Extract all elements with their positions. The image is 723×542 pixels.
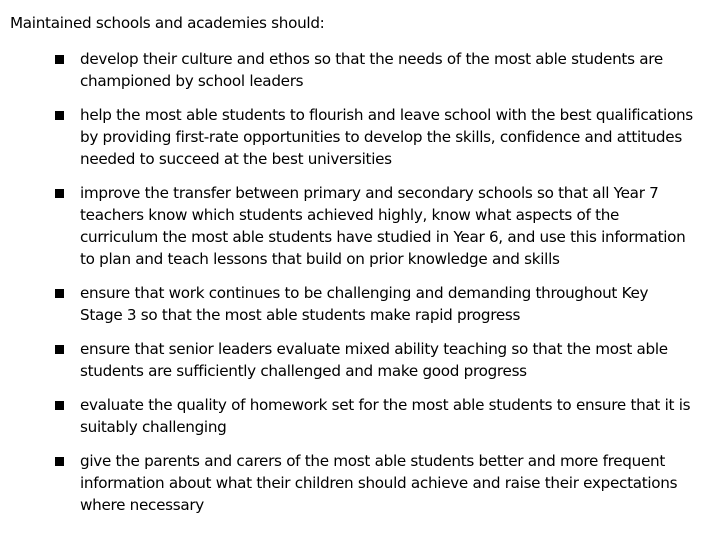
list-item (55, 282, 695, 326)
black-square-icon (55, 189, 64, 198)
black-square-icon (55, 457, 64, 466)
list-item (55, 104, 695, 170)
black-square-icon (55, 401, 64, 410)
list-item (55, 394, 695, 438)
list-item-text: ensure that senior leaders evaluate mixed ability teaching so that the most able students are sufficiently challenged and make good progress (80, 340, 668, 380)
list-item-text: ensure that work continues to be challenging and demanding throughout Key Stage 3 so that the most able students make rapid progress (80, 284, 649, 324)
list-item-text: give the parents and carers of the most able students better and more frequent information about what their children should achieve and raise their expectations where necessary (80, 452, 678, 514)
list-item-text: evaluate the quality of homework set for the most able students to ensure that it is suitably challenging (80, 396, 691, 436)
black-square-icon (55, 111, 64, 120)
intro-text: Maintained schools and academies should: (10, 14, 325, 32)
list-item (55, 450, 695, 516)
black-square-icon (55, 55, 64, 64)
list-item-text: improve the transfer between primary and secondary schools so that all Year 7 teachers know which students achieved highly, know what aspects of the curriculum the most able students have studied in Year 6, and use this information to plan and teach lessons that build on prior knowledge and skills (80, 184, 686, 268)
recommendations-list (10, 48, 723, 516)
black-square-icon (55, 345, 64, 354)
list-item-text: develop their culture and ethos so that the needs of the most able students are championed by school leaders (80, 50, 663, 90)
list-item-text: help the most able students to flourish and leave school with the best qualifications by providing first-rate opportunities to develop the skills, confidence and attitudes needed to succeed at the best universities (80, 106, 693, 168)
black-square-icon (55, 289, 64, 298)
list-item (55, 48, 695, 92)
list-item (55, 182, 695, 270)
list-item (55, 338, 695, 382)
